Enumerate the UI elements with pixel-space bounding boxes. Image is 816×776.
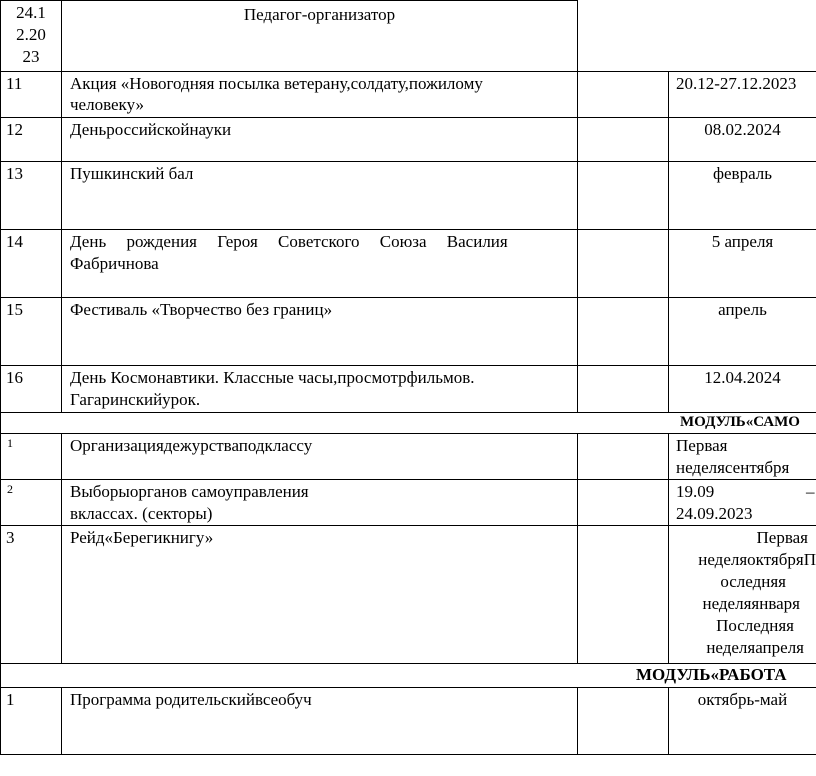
table-border: [0, 71, 816, 72]
table-border: [61, 0, 62, 413]
row-title: Пушкинский бал: [70, 164, 194, 183]
row-number: 1: [7, 436, 13, 450]
row-date: Первая неделяоктябряП оследняя неделяянваря Последняя неделяапреля: [698, 528, 816, 657]
row-title: День Космонавтики. Классные часы,просмотрфильмов.: [70, 368, 475, 387]
table-border: [0, 687, 816, 688]
row-number: 15: [6, 300, 23, 319]
row-title: Акция «Новогодняя посылка ветерану,солдату,пожилому: [70, 74, 483, 93]
row-title-cont: Гагаринскийурок.: [70, 390, 201, 409]
table-border: [0, 365, 816, 366]
table-border: [577, 0, 578, 413]
row-title: Рейд«Берегикнигу»: [70, 528, 214, 547]
table-border: [0, 229, 816, 230]
row-number: 16: [6, 368, 23, 387]
row-date: 12.04.2024: [704, 368, 781, 387]
table-border: [61, 433, 62, 664]
table-border: [577, 433, 578, 664]
row-number: 11: [6, 74, 23, 93]
table-border: [0, 117, 816, 118]
table-border: [0, 297, 816, 298]
row-number: 13: [6, 164, 23, 183]
table-border: [0, 161, 816, 162]
row-date: октябрь-май: [697, 690, 788, 709]
row-title-cont: Фабричнова: [70, 254, 159, 273]
date-cell: 24.1 2.20 23: [16, 3, 46, 66]
module-header-work: МОДУЛЬ«РАБОТА: [636, 665, 787, 684]
row-title: Выборыорганов самоуправления: [70, 482, 309, 501]
row-number: 12: [6, 120, 23, 139]
row-date: 19.09 24.09.2023: [676, 482, 753, 523]
row-date: 20.12-27.12.2023: [676, 74, 797, 93]
row-number: 1: [6, 690, 15, 709]
table-border: [0, 0, 578, 1]
responsible-cell: Педагог-организатор: [243, 5, 396, 24]
table-border: [0, 525, 816, 526]
row-date: Первая неделясентября: [676, 436, 790, 477]
row-title: Организациядежурстваподклассу: [70, 436, 313, 455]
row-title: Фестиваль «Творчество без границ»: [70, 300, 333, 319]
row-date: февраль: [712, 164, 773, 183]
row-title: Деньроссийскойнауки: [70, 120, 232, 139]
row-date: 5 апреля: [711, 232, 774, 251]
module-header-self: МОДУЛЬ«САМО: [680, 414, 800, 430]
table-border: [577, 687, 578, 755]
row-number: 2: [7, 482, 13, 496]
row-title: Программа родительскийвсеобуч: [70, 690, 312, 709]
row-date: 08.02.2024: [704, 120, 781, 139]
row-title-cont: вклассах. (секторы): [70, 504, 213, 523]
table-border: [0, 433, 816, 434]
table-border: [0, 0, 1, 755]
table-border: [0, 479, 816, 480]
row-number: 14: [6, 232, 23, 251]
row-title: День рождения Героя Советского Союза Василия: [70, 232, 508, 251]
table-border: [0, 754, 816, 755]
row-date: апрель: [718, 300, 767, 319]
row-title-cont: человеку»: [70, 95, 144, 114]
row-number: 3: [6, 528, 15, 547]
date-dash: –: [806, 482, 815, 501]
table-border: [61, 687, 62, 755]
